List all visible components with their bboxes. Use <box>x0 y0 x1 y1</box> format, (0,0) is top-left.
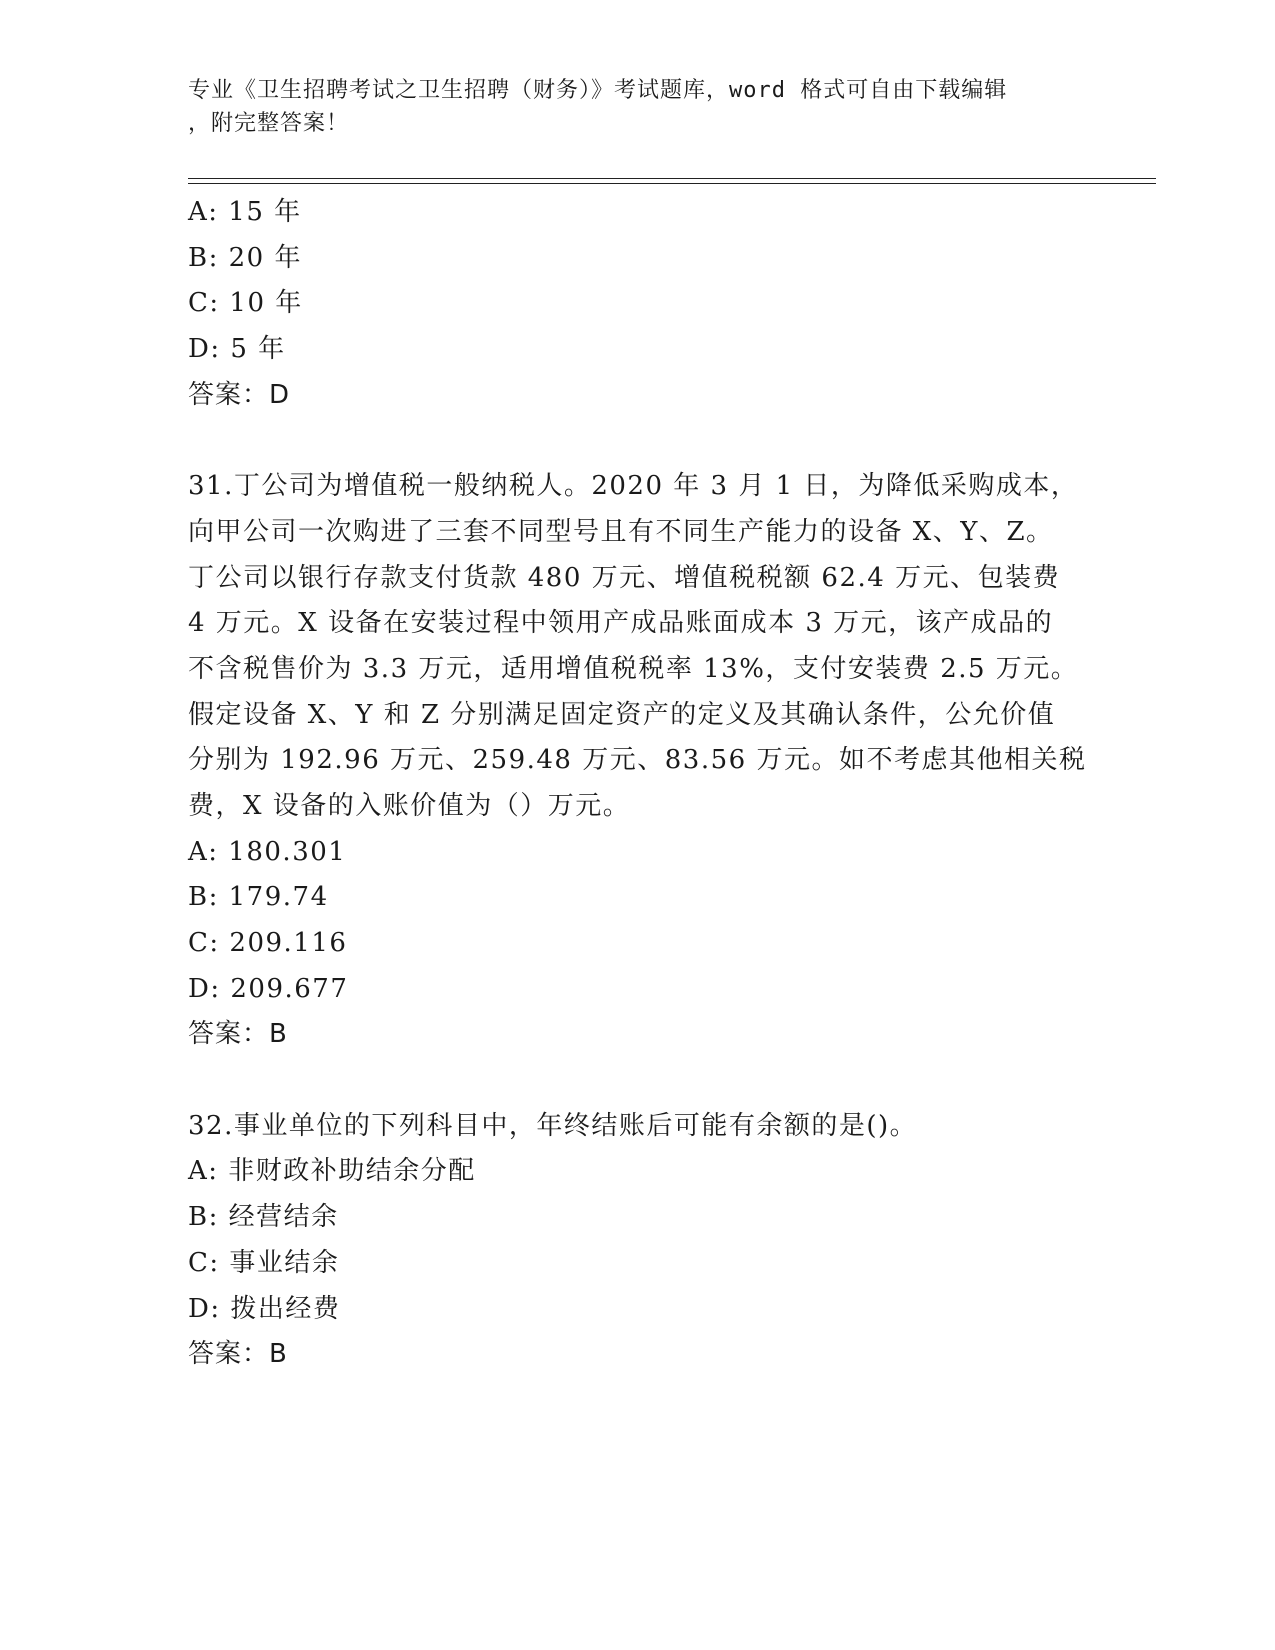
question-stem <box>188 1104 1068 1150</box>
question-32 <box>188 1104 1088 1378</box>
header-divider-top <box>188 178 1156 179</box>
option-c: C: 事业结余 <box>188 1247 340 1278</box>
question-30 <box>188 190 1088 418</box>
option-b: B: 20 年 <box>188 242 302 273</box>
stem-line: 4 万元。X 设备在安装过程中领用产成品账面成本 3 万元，该产成品的 <box>188 608 1054 639</box>
stem-line: 费，X 设备的入账价值为（）万元。 <box>188 790 631 821</box>
stem-line: 分别为 192.96 万元、259.48 万元、83.56 万元。如不考虑其他相关税 <box>188 745 1087 776</box>
stem-line: 不含税售价为 3.3 万元，适用增值税税率 13%，支付安装费 2.5 万元。 <box>188 653 1079 684</box>
answer-line: 答案：D <box>188 379 291 410</box>
option-a: A: 180.301 <box>188 836 347 867</box>
option-d: D: 5 年 <box>188 334 286 365</box>
stem-line: 32.事业单位的下列科目中，年终结账后可能有余额的是()。 <box>188 1110 918 1141</box>
option-b: B: 经营结余 <box>188 1202 339 1233</box>
stem-line: 丁公司以银行存款支付货款 480 万元、增值税税额 62.4 万元、包装费 <box>188 562 1061 593</box>
question-stem <box>188 464 1087 830</box>
option-c: C: 10 年 <box>188 288 303 319</box>
stem-line: 向甲公司一次购进了三套不同型号且有不同生产能力的设备 X、Y、Z。 <box>188 516 1054 547</box>
stem-line: 31.丁公司为增值税一般纳税人。2020 年 3 月 1 日，为降低采购成本， <box>188 471 1079 502</box>
header-line-2: ，附完整答案！ <box>188 111 350 136</box>
spacer <box>188 1058 1088 1104</box>
answer-line: 答案：B <box>188 1339 288 1370</box>
header-divider-bottom <box>188 183 1156 184</box>
header-line-1: 专业《卫生招聘考试之卫生招聘（财务）》考试题库，word 格式可自由下载编辑 <box>188 78 1008 103</box>
option-c: C: 209.116 <box>188 928 348 958</box>
option-b: B: 179.74 <box>188 882 329 913</box>
question-31 <box>188 464 1088 1058</box>
option-a: A: 非财政补助结余分配 <box>188 1156 476 1187</box>
answer-line: 答案：B <box>188 1019 288 1050</box>
option-d: D: 209.677 <box>188 973 349 1004</box>
option-a: A: 15 年 <box>188 197 302 227</box>
stem-line: 假定设备 X、Y 和 Z 分别满足固定资产的定义及其确认条件，公允价值 <box>188 699 1056 730</box>
spacer <box>188 418 1088 464</box>
option-d: D: 拨出经费 <box>188 1293 341 1324</box>
document-header <box>188 74 1088 140</box>
question-content <box>188 190 1088 1378</box>
